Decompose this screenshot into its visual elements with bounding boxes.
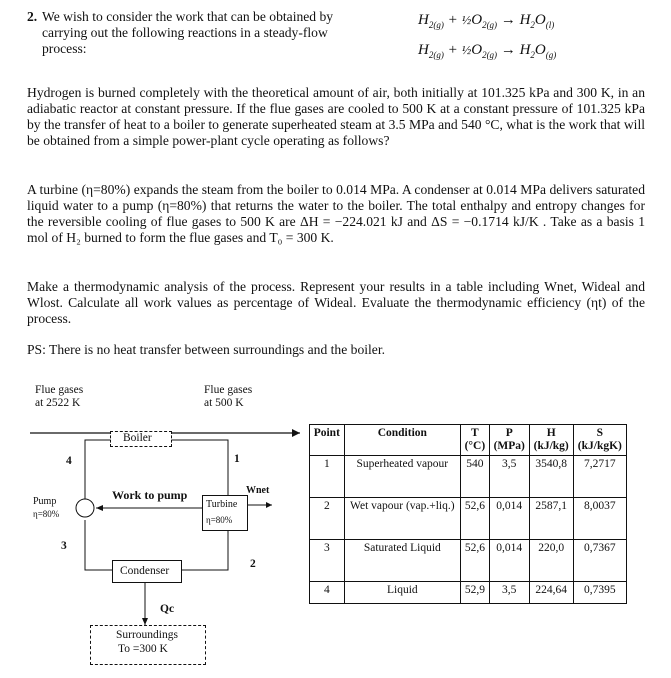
paragraph-combustion: Hydrogen is burned completely with the theoretical amount of air, both initially at 101.325 kPa and 300 K, in an adiabatic reactor at constant pressure. If the flue gases are cooled to 500 K at a constant pressure of 101.325 kPa by the transfer of heat to a boiler to generate superheated steam at 3.5 MPa and 540 °C, what is the work that will be obtained from a simple power-plant cycle operating as follows? [27, 85, 645, 148]
header-h: H (kJ/kg) [529, 425, 573, 456]
table-header-row [310, 425, 627, 456]
cell-condition: Superheated vapour [344, 456, 460, 498]
table-row [310, 498, 627, 540]
table-row [310, 456, 627, 498]
cell-p: 3,5 [489, 456, 529, 498]
paragraph-cycle: A turbine (η=80%) expands the steam from the boiler to 0.014 MPa. A condenser at 0.014 MPa delivers saturated liquid water to a pump (η=80%) that returns the water to the boiler. The total enthalpy and entropy changes for the reversible cooling of flue gases to 500 K are ΔH = −224.021 kJ and ΔS = −0.1714 kJ/K . Take as a basis 1 mol of H₂ burned to form the flue gases and T₀ = 300 K. [27, 182, 645, 245]
cell-condition: Wet vapour (vap.+liq.) [344, 498, 460, 540]
point-label-3: 3 [61, 540, 67, 552]
table-row [310, 540, 627, 582]
qc-label: Qc [160, 603, 175, 615]
boiler-label: Boiler [123, 432, 152, 444]
cell-p: 0,014 [489, 540, 529, 582]
problem-intro: We wish to consider the work that can be obtained by carrying out the following reactions in a steady-flow process: [42, 9, 334, 56]
paragraph-task: Make a thermodynamic analysis of the process. Represent your results in a table including Wnet, Wideal and Wlost. Calculate all work values as percentage of Wideal. Evaluate the thermodynamic efficiency (ηt) of the process. [27, 279, 645, 326]
flue-in-label: Flue gases at 2522 K [35, 384, 84, 409]
cell-t: 52,6 [461, 498, 490, 540]
turbine-efficiency: η=80% [206, 515, 233, 525]
reaction-liquid: $H_{2(g)}$ + $\frac{1}{2}O_{2(g)} \to H_2O_{(l)}$ [418, 12, 555, 30]
cell-s: 7,2717 [573, 456, 626, 498]
cell-point: 2 [310, 498, 345, 540]
header-t: T (°C) [461, 425, 490, 456]
turbine-label: Turbine [206, 499, 238, 510]
header-point: Point [310, 425, 345, 456]
cell-s: 0,7395 [573, 582, 626, 604]
w-net-label: Wnet [246, 485, 270, 496]
table-row [310, 582, 627, 604]
paragraph-ps: PS: There is no heat transfer between surroundings and the boiler. [27, 342, 386, 357]
pump-efficiency: η=80% [33, 509, 60, 519]
cell-s: 0,7367 [573, 540, 626, 582]
cell-h: 224,64 [529, 582, 573, 604]
point-label-2: 2 [250, 558, 256, 570]
cell-s: 8,0037 [573, 498, 626, 540]
cell-h: 220,0 [529, 540, 573, 582]
cell-t: 52,9 [461, 582, 490, 604]
pump-label: Pump [33, 496, 57, 507]
cell-point: 3 [310, 540, 345, 582]
header-p: P (MPa) [489, 425, 529, 456]
cell-condition: Liquid [344, 582, 460, 604]
cell-p: 3,5 [489, 582, 529, 604]
cell-condition: Saturated Liquid [344, 540, 460, 582]
condenser-label: Condenser [120, 565, 170, 577]
cell-point: 4 [310, 582, 345, 604]
reaction-gas: $H_{2(g)}$ + $\frac{1}{2}O_{2(g)} \to H_2O_{(g)}$ [418, 42, 557, 60]
cell-h: 2587,1 [529, 498, 573, 540]
point-label-4: 4 [66, 455, 72, 467]
cell-t: 540 [461, 456, 490, 498]
cell-p: 0,014 [489, 498, 529, 540]
problem-number: 2. [27, 9, 38, 24]
t0-label: To =300 K [118, 643, 168, 655]
surroundings-label: Surroundings [116, 629, 178, 641]
work-to-pump-label: Work to pump [112, 488, 188, 502]
header-condition: Condition [344, 425, 460, 456]
cell-t: 52,6 [461, 540, 490, 582]
header-s: S (kJ/kgK) [573, 425, 626, 456]
state-table [309, 424, 627, 604]
cell-point: 1 [310, 456, 345, 498]
cell-h: 3540,8 [529, 456, 573, 498]
flue-out-label: Flue gases at 500 K [204, 384, 253, 409]
point-label-1: 1 [234, 453, 240, 465]
